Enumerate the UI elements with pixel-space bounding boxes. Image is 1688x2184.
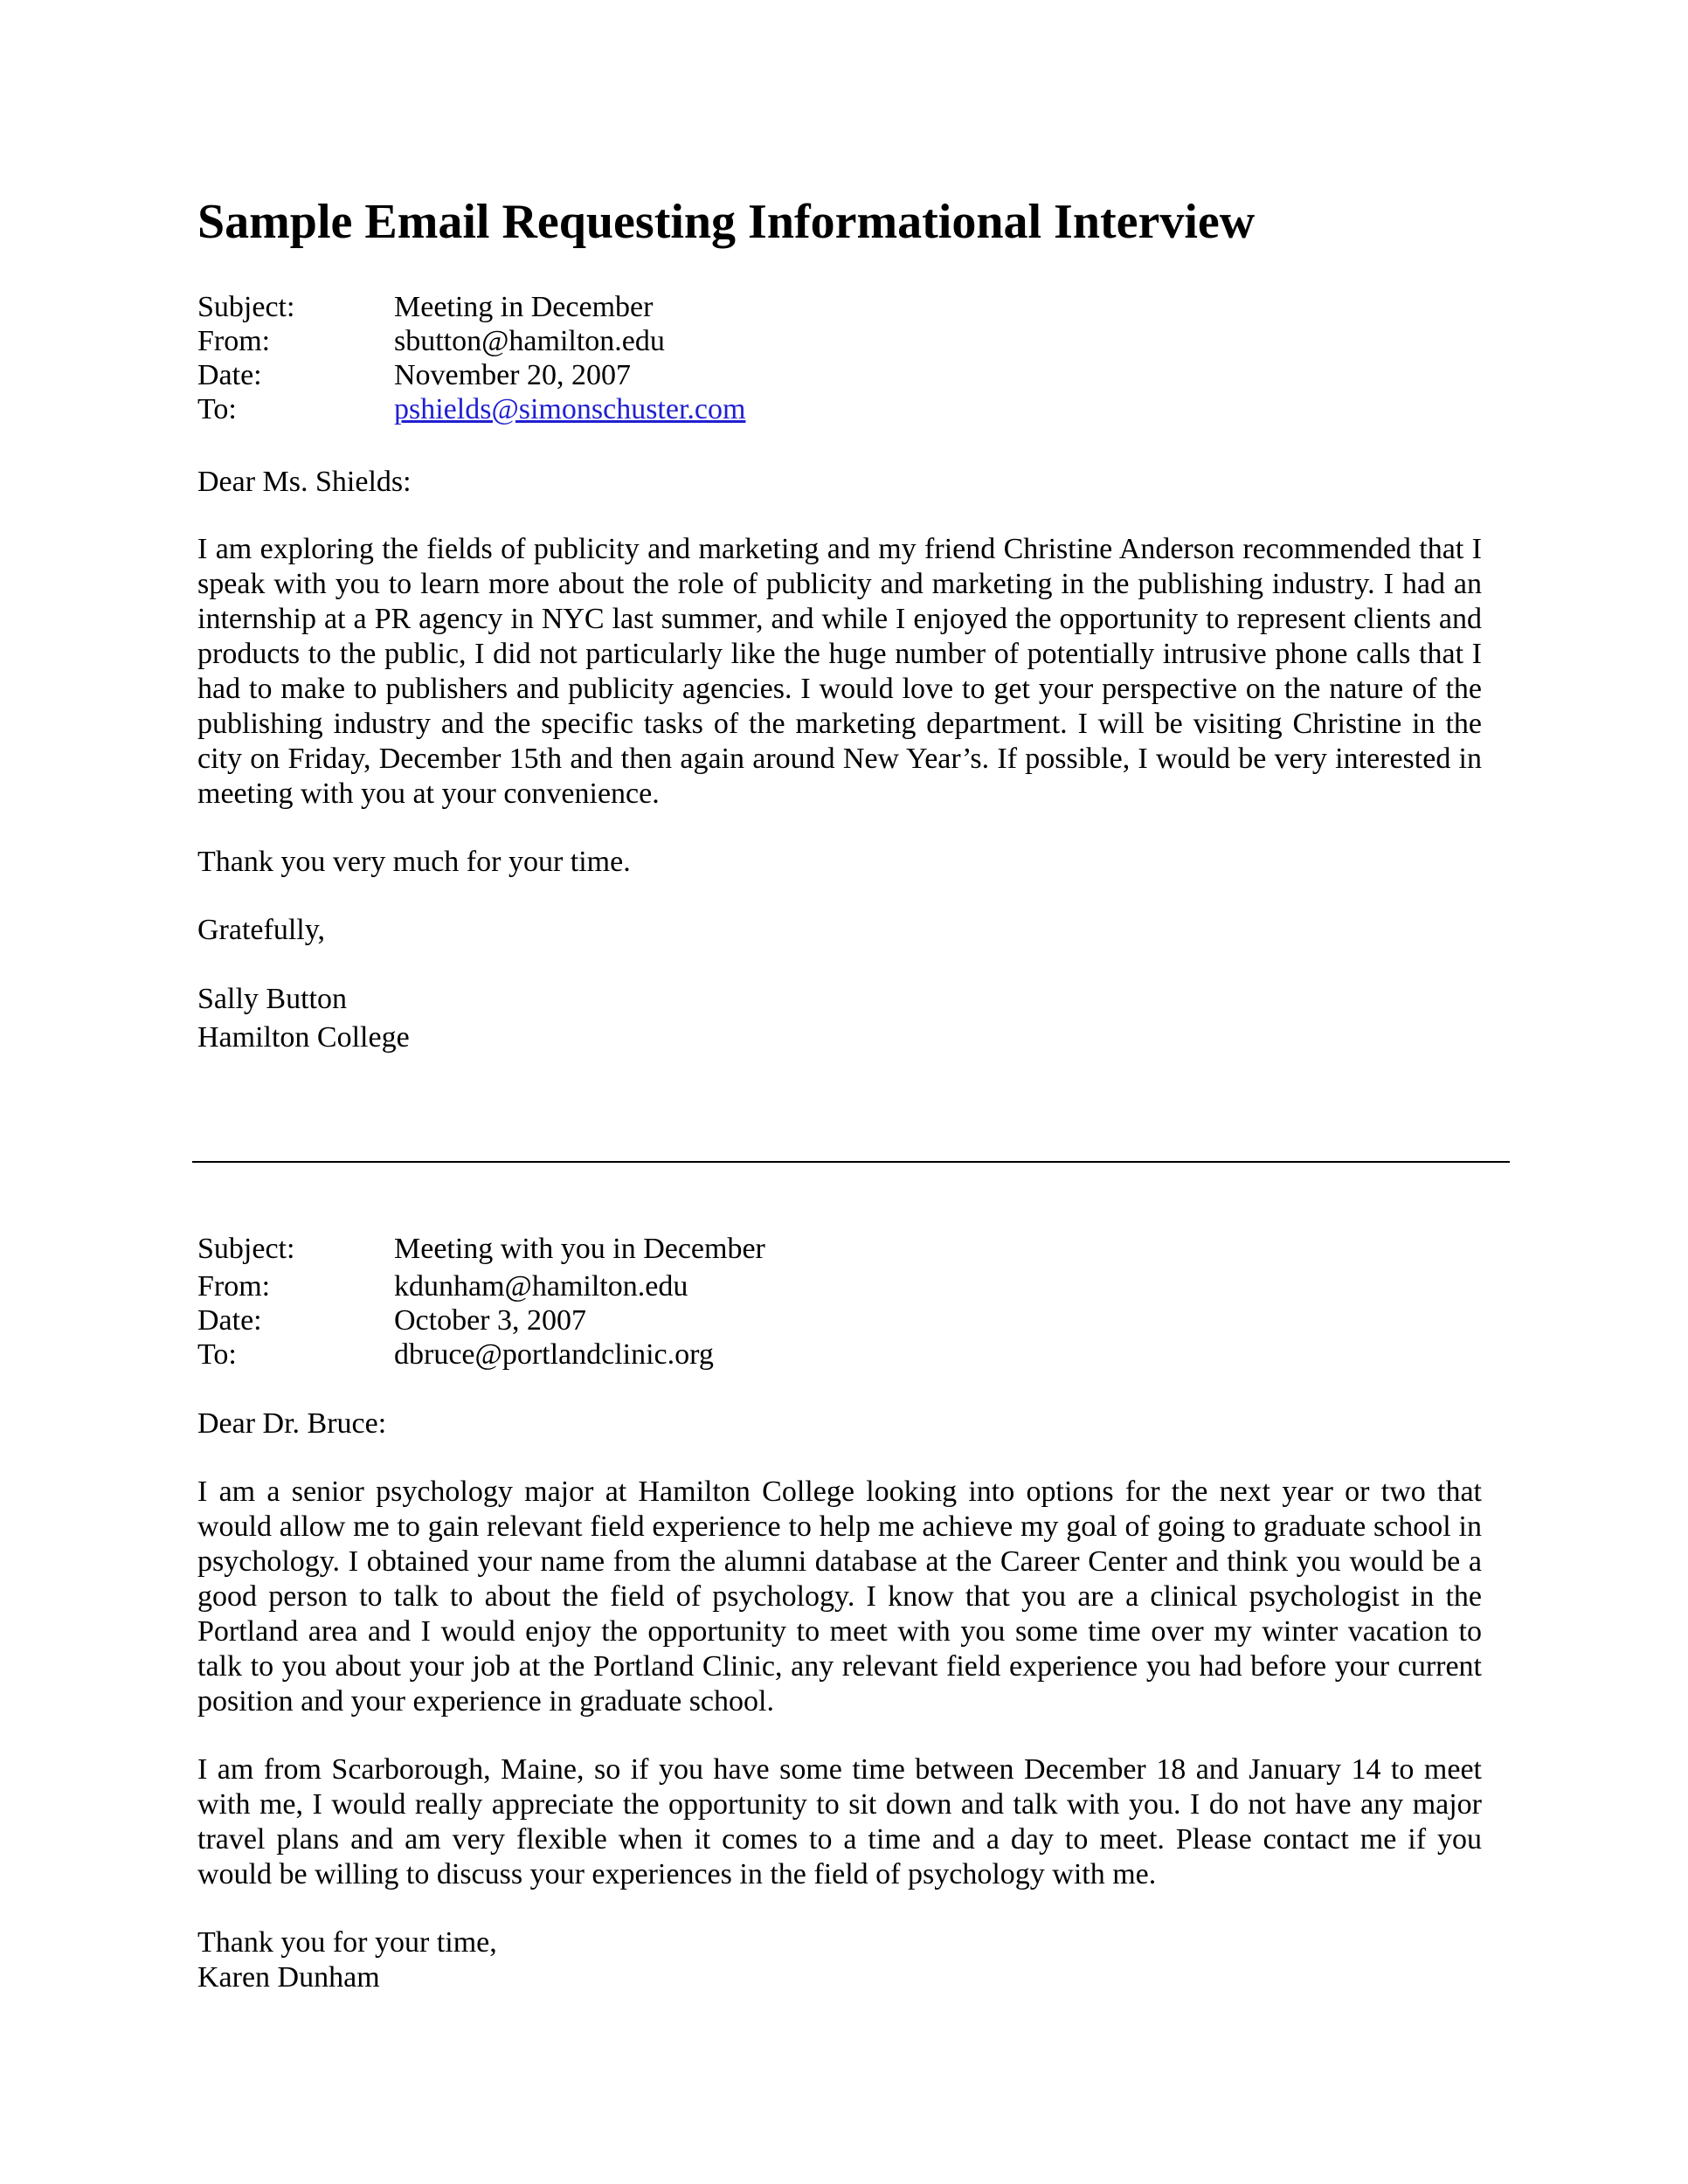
email1-salutation: Dear Ms. Shields: (197, 466, 412, 498)
email1-thanks: Thank you very much for your time. (197, 846, 631, 878)
email2-header (197, 1232, 1482, 1372)
email2-closing: Thank you for your time, (197, 1926, 497, 1959)
to-email-link[interactable]: pshields@simonschuster.com (394, 393, 746, 425)
email2-date-row (197, 1303, 1482, 1337)
email1-header (197, 290, 1482, 426)
from-value: sbutton@hamilton.edu (394, 325, 665, 357)
to-value: dbruce@portlandclinic.org (394, 1338, 714, 1371)
email2-to-row (197, 1337, 1482, 1372)
subject-value: Meeting in December (394, 291, 654, 323)
email2-salutation: Dear Dr. Bruce: (197, 1407, 387, 1440)
signature-organization: Hamilton College (197, 1021, 410, 1054)
signature-name: Sally Button (197, 983, 347, 1015)
email1-from-row (197, 324, 1482, 358)
section-divider (192, 1161, 1510, 1163)
date-value: October 3, 2007 (394, 1304, 587, 1337)
email2-from-row (197, 1269, 1482, 1303)
email1-body: I am exploring the fields of publicity and marketing and my friend Christine Anderson recommended that I speak with you to learn more about the role of publicity and marketing in the publishing industry. I had an internship at a PR agency in NYC last summer, and while I enjoyed the opportunity to represent clients and products to the public, I did not particularly like the huge number of potentially intrusive phone calls that I had to make to publishers and publicity agencies. I would love to get your perspective on the nature of the publishing industry and the specific tasks of the marketing department. I will be visiting Christine in the city on Friday, December 15th and then again around New Year’s. If possible, I would be very interested in meeting with you at your convenience. (197, 533, 1482, 810)
date-label: Date: (197, 1304, 262, 1337)
email2-closing-block (197, 1925, 1482, 1995)
to-label: To: (197, 393, 237, 425)
subject-label: Subject: (197, 291, 295, 323)
email1-to-row (197, 392, 1482, 426)
email1-closing: Gratefully, (197, 914, 326, 946)
to-label: To: (197, 1338, 237, 1371)
email1-subject-row (197, 290, 1482, 324)
subject-value: Meeting with you in December (394, 1233, 765, 1265)
email2-body-paragraph-2: I am from Scarborough, Maine, so if you have some time between December 18 and January 14 to meet with me, I would really appreciate the opportunity to sit down and talk with you. I do not have any major travel plans and am very flexible when it comes to a time and a day to meet. Please contact me if you would be willing to discuss your experiences in the field of psychology with me. (197, 1753, 1482, 1890)
email1-date-row (197, 358, 1482, 392)
from-value: kdunham@hamilton.edu (394, 1270, 688, 1303)
subject-label: Subject: (197, 1233, 295, 1265)
email1-signature (197, 982, 1482, 1055)
document-title: Sample Email Requesting Informational Interview (197, 195, 1256, 249)
from-label: From: (197, 1270, 271, 1303)
date-value: November 20, 2007 (394, 359, 632, 391)
email2-subject-row (197, 1232, 1482, 1266)
from-label: From: (197, 325, 271, 357)
date-label: Date: (197, 359, 262, 391)
email2-signature-name: Karen Dunham (197, 1961, 380, 1994)
email2-body-paragraph-1: I am a senior psychology major at Hamilton College looking into options for the next year or two that would allow me to gain relevant field experience to help me achieve my goal of going to graduate school in psychology. I obtained your name from the alumni database at the Career Center and think you would be a good person to talk to about the field of psychology. I know that you are a clinical psychologist in the Portland area and I would enjoy the opportunity to meet with you some time over my winter vacation to talk to you about your job at the Portland Clinic, any relevant field experience you had before your current position and your experience in graduate school. (197, 1476, 1482, 1717)
